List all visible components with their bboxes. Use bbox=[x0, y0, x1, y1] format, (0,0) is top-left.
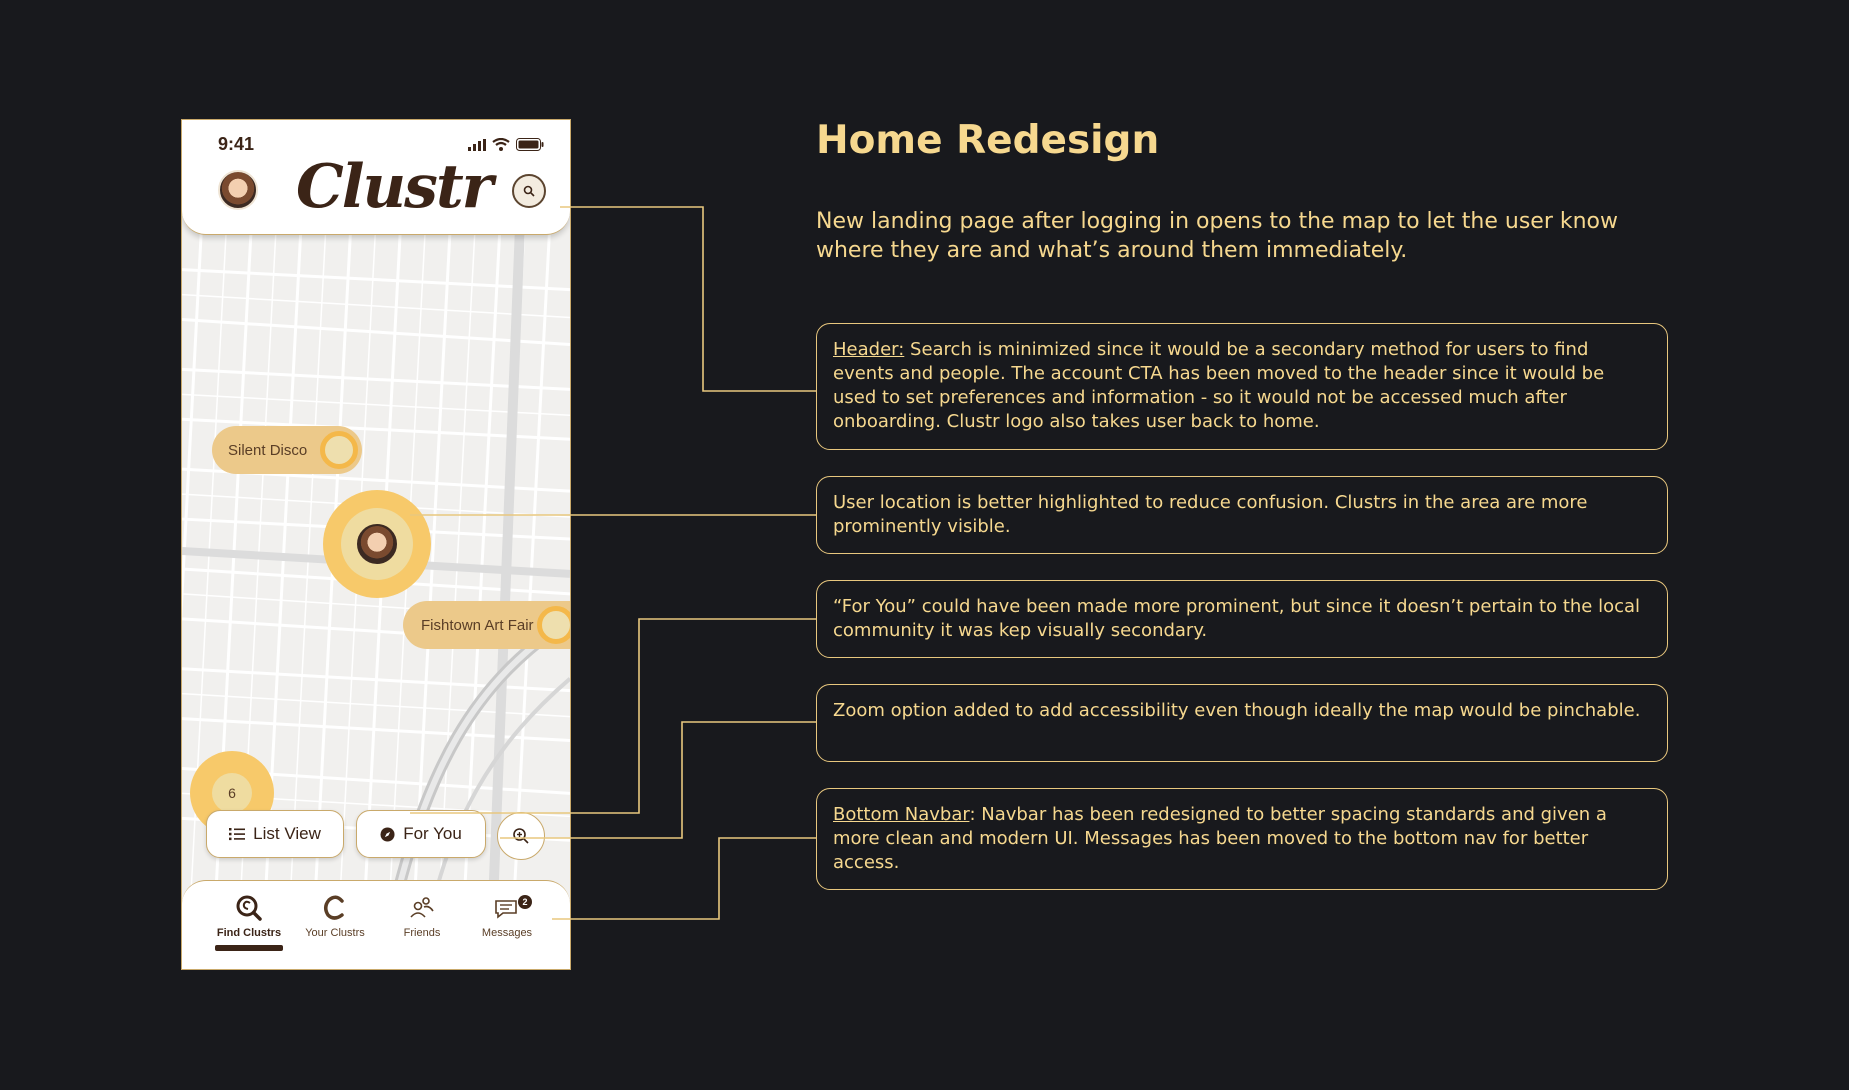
signal-icon bbox=[468, 139, 486, 151]
note-navbar-lead: Bottom Navbar bbox=[833, 804, 970, 825]
pin-silent-disco[interactable] bbox=[212, 426, 362, 474]
clustr-c-icon bbox=[322, 889, 348, 927]
list-view-button[interactable] bbox=[206, 810, 344, 858]
note-header-lead: Header: bbox=[833, 339, 905, 360]
messages-badge: 2 bbox=[518, 895, 532, 909]
intro-text: New landing page after logging in opens to the map to let the user know where they are and what’s around them immediately. bbox=[816, 209, 1619, 263]
user-location-ring bbox=[341, 508, 413, 580]
user-avatar bbox=[357, 524, 397, 564]
for-you-label: For You bbox=[403, 824, 462, 843]
phone-mockup bbox=[181, 119, 571, 970]
battery-icon bbox=[516, 138, 544, 151]
nav-messages[interactable] bbox=[464, 889, 550, 959]
nav-your-clustrs[interactable] bbox=[292, 889, 378, 959]
note-header-text: Search is minimized since it would be a secondary method for users to find events and people. The account CTA has been moved to the header since it would be used to set preferences and information - so it would not be accessed much after onboarding. Clustr logo also takes user back to home. bbox=[833, 339, 1605, 432]
page-title: Home Redesign bbox=[816, 118, 1160, 163]
note-navbar-text: : Navbar has been redesigned to better spacing standards and given a more clean and modern UI. Messages has been moved to the bottom nav for better access. bbox=[833, 804, 1607, 873]
bottom-navbar bbox=[182, 880, 570, 970]
for-you-button[interactable] bbox=[356, 810, 486, 858]
note-header bbox=[816, 323, 1668, 450]
clustr-logo[interactable]: Clustr bbox=[296, 152, 492, 222]
list-icon bbox=[229, 827, 245, 841]
search-button[interactable] bbox=[512, 174, 546, 208]
zoom-in-icon bbox=[512, 827, 530, 845]
note-zoom bbox=[816, 684, 1668, 762]
zoom-button[interactable] bbox=[497, 812, 545, 860]
nav-find-label: Find Clustrs bbox=[216, 927, 282, 939]
find-clustrs-icon bbox=[235, 889, 263, 927]
status-icons bbox=[468, 138, 544, 151]
active-tab-indicator bbox=[215, 945, 283, 951]
pin-knob bbox=[537, 606, 571, 644]
messages-icon bbox=[494, 889, 520, 927]
status-time: 9:41 bbox=[218, 134, 255, 154]
nav-friends-label: Friends bbox=[403, 927, 441, 939]
compass-icon bbox=[380, 827, 395, 842]
pin-knob bbox=[320, 431, 358, 469]
pin-label: Silent Disco bbox=[228, 441, 308, 459]
nav-friends[interactable] bbox=[379, 889, 465, 959]
note-for-you bbox=[816, 580, 1668, 658]
pin-label: Fishtown Art Fair bbox=[421, 616, 534, 634]
nav-yours-label: Your Clustrs bbox=[305, 927, 365, 939]
list-view-label: List View bbox=[253, 824, 321, 843]
nav-messages-label: Messages bbox=[481, 927, 533, 939]
note-location bbox=[816, 476, 1668, 554]
note-location-text: User location is better highlighted to reduce confusion. Clustrs in the area are more prominently visible. bbox=[833, 492, 1588, 537]
note-for-you-text: “For You” could have been made more prominent, but since it doesn’t pertain to the local community it was kep visually secondary. bbox=[833, 596, 1641, 641]
account-avatar[interactable] bbox=[218, 170, 258, 210]
cluster-count: 6 bbox=[212, 773, 252, 813]
note-navbar bbox=[816, 788, 1668, 890]
app-header bbox=[182, 120, 570, 235]
search-icon bbox=[523, 185, 535, 197]
pin-fishtown-art-fair[interactable] bbox=[403, 601, 571, 649]
friends-icon bbox=[409, 889, 435, 927]
wifi-icon bbox=[492, 138, 510, 151]
user-location-marker[interactable] bbox=[323, 490, 431, 598]
note-zoom-text: Zoom option added to add accessibility even though ideally the map would be pinchable. bbox=[833, 700, 1641, 721]
